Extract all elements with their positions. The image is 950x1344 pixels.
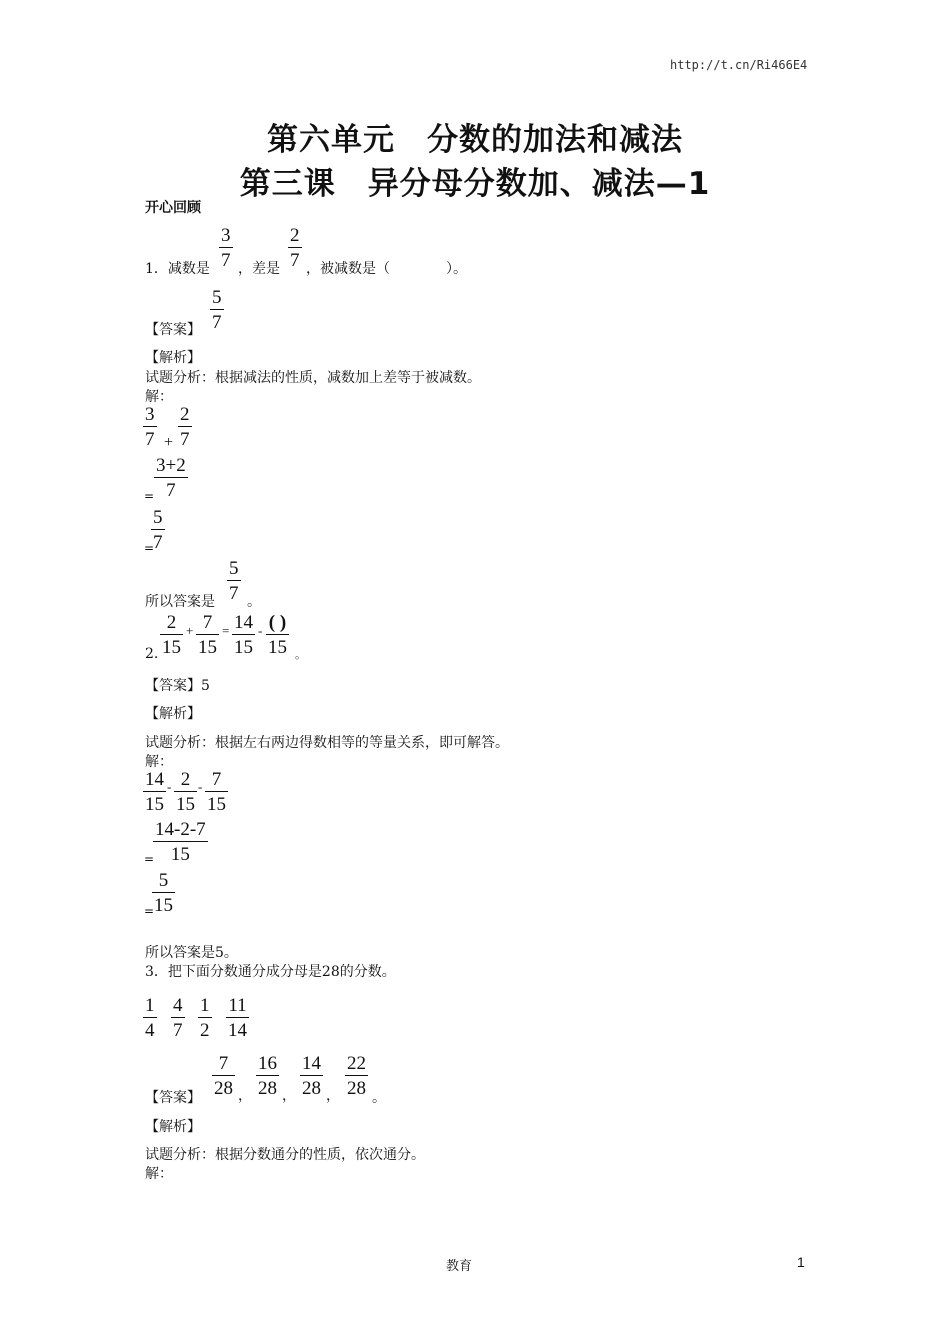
q2-step1-fraction-a: $\frac{14}{15}$ <box>145 769 164 815</box>
q3-comma-2: ， <box>282 1088 296 1104</box>
q2-minus-sign-1: - <box>167 779 172 794</box>
q3-analysis: 试题分析：根据分数通分的性质，依次通分。 <box>145 1147 425 1163</box>
q2-solve: 解： <box>145 754 173 770</box>
q2-step1-fraction-c: $\frac{7}{15}$ <box>207 769 226 815</box>
q3-comma-1: ， <box>238 1088 252 1104</box>
q2-analysis-label: 【解析】 <box>145 706 201 722</box>
q1-answer-label: 【答案】 <box>145 322 201 338</box>
q2-answer-value: 5 <box>201 678 210 694</box>
q1-subtrahend-fraction: $\frac{3}{7}$ <box>221 225 231 271</box>
q1-conclusion-prefix: 所以答案是 <box>145 594 215 610</box>
q3-answer-fraction-1: $\frac{7}{28}$ <box>214 1053 233 1099</box>
q3-fraction-1: $\frac{1}{4}$ <box>145 995 155 1041</box>
q2-equals-sign: = <box>222 623 230 638</box>
q1-conclusion-fraction: $\frac{5}{7}$ <box>229 558 239 604</box>
q1-step1-fraction-b: $\frac{2}{7}$ <box>180 404 190 450</box>
footer-text: 教育 <box>446 1259 473 1274</box>
section-heading: 开心回顾 <box>145 200 201 216</box>
q2-minus-sign-2: - <box>198 779 203 794</box>
q1-solve: 解： <box>145 389 173 405</box>
q1-prefix: 1．减数是 <box>145 261 210 277</box>
q2-step3-fraction: $\frac{5}{15}$ <box>154 870 173 916</box>
source-url: http://t.cn/Ri466E4 <box>670 58 808 72</box>
unit-title: 第六单元 分数的加法和减法 <box>267 122 683 158</box>
q2-minus-sign: - <box>258 623 263 638</box>
q1-analysis: 试题分析：根据减法的性质，减数加上差等于被减数。 <box>145 370 481 386</box>
q3-fraction-3: $\frac{1}{2}$ <box>200 995 210 1041</box>
q1-difference-fraction: $\frac{2}{7}$ <box>290 225 300 271</box>
q2-answer-label: 【答案】5 <box>145 678 210 694</box>
q1-equals-2: = <box>144 541 155 555</box>
q3-answer-fraction-3: $\frac{14}{28}$ <box>302 1053 321 1099</box>
q3-fraction-4: $\frac{11}{14}$ <box>228 995 247 1041</box>
q3-analysis-label: 【解析】 <box>145 1119 201 1135</box>
q2-equals-1: = <box>144 852 155 866</box>
q2-equals-2: = <box>144 904 155 918</box>
q1-conclusion-suffix: 。 <box>247 594 261 610</box>
q1-suffix: ，被减数是（ ）。 <box>306 261 467 277</box>
q1-step2-fraction: $\frac{3+2}{7}$ <box>156 455 186 501</box>
q1-analysis-label: 【解析】 <box>145 350 201 366</box>
q2-analysis: 试题分析：根据左右两边得数相等的等量关系，即可解答。 <box>145 735 509 751</box>
q2-fraction-blank: ( ) 15 <box>268 612 287 658</box>
q3-answer-label: 【答案】 <box>145 1090 201 1106</box>
q2-fraction-1: $\frac{2}{15}$ <box>162 612 181 658</box>
q3-answer-fraction-4: $\frac{22}{28}$ <box>347 1053 366 1099</box>
q2-fraction-3: $\frac{14}{15}$ <box>234 612 253 658</box>
q1-step3-fraction: $\frac{5}{7}$ <box>153 507 163 553</box>
q2-step1-fraction-b: $\frac{2}{15}$ <box>176 769 195 815</box>
q1-answer-fraction: $\frac{5}{7}$ <box>212 287 222 333</box>
q1-step1-fraction-a: $\frac{3}{7}$ <box>145 404 155 450</box>
q3-comma-3: ， <box>326 1088 340 1104</box>
lesson-title: 第三课 异分母分数加、减法—1 <box>239 166 711 202</box>
q3-fraction-2: $\frac{4}{7}$ <box>173 995 183 1041</box>
q2-step2-fraction: $\frac{14-2-7}{15}$ <box>155 819 206 865</box>
q1-mid: ，差是 <box>238 261 280 277</box>
q2-plus-sign: + <box>186 623 194 638</box>
q3-answer-fraction-2: $\frac{16}{28}$ <box>258 1053 277 1099</box>
q2-number: 2. <box>145 646 159 662</box>
q1-equals-1: = <box>144 489 155 503</box>
q2-conclusion: 所以答案是5。 <box>145 945 238 961</box>
q3-question: 3．把下面分数通分成分母是28的分数。 <box>145 964 396 980</box>
q3-end: 。 <box>372 1090 386 1106</box>
q2-fraction-2: $\frac{7}{15}$ <box>198 612 217 658</box>
page-number: 1 <box>797 1254 805 1270</box>
q1-plus-sign: + <box>164 434 174 451</box>
q2-end: 。 <box>295 648 306 661</box>
q3-solve: 解： <box>145 1166 173 1182</box>
